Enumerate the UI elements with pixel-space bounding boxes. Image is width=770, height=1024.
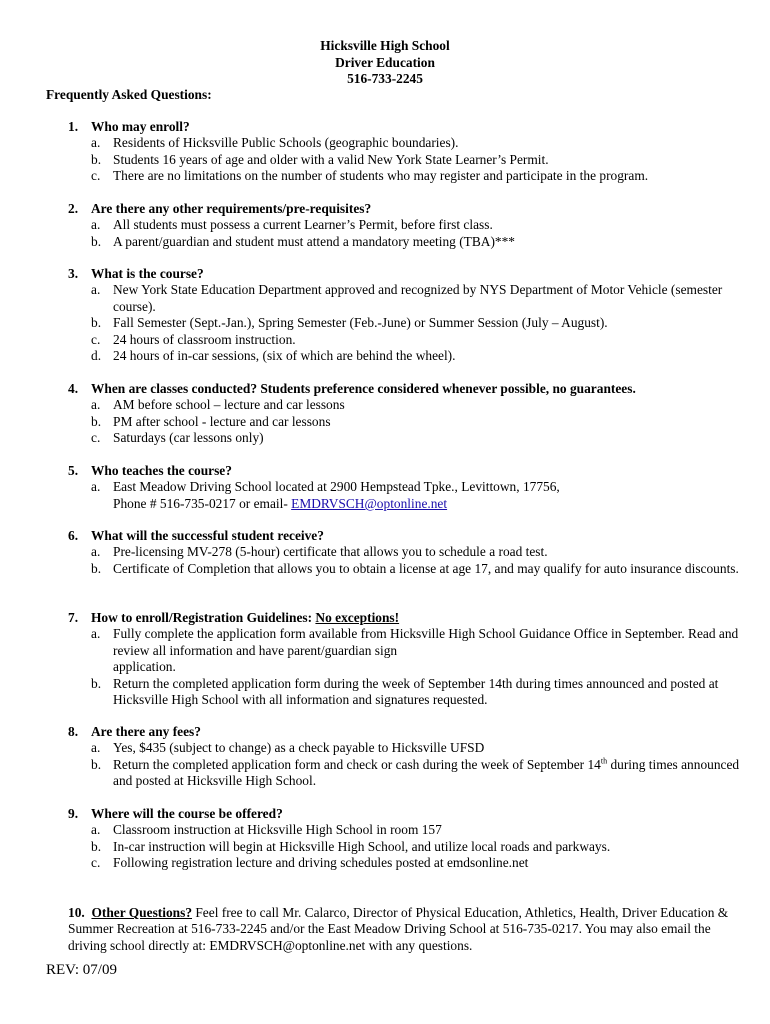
question-number: 8.	[68, 724, 79, 739]
answer-item: b. Return the completed application form during the week of September 14th during times announced and posted at Hicksville High School with all information and signatures requested.	[91, 675, 719, 708]
question-number: 6.	[68, 528, 79, 543]
question-number: 2.	[68, 201, 79, 216]
answer-item: a. Residents of Hicksville Public Schools (geographic boundaries).	[91, 135, 459, 151]
question-3	[68, 266, 748, 364]
revision-label: REV: 07/09	[46, 962, 117, 978]
question-number: 5.	[68, 463, 79, 478]
question-text: What is the course?	[91, 266, 204, 281]
answer-item: a. Yes, $435 (subject to change) as a check payable to Hicksville UFSD	[91, 740, 485, 756]
question-2	[68, 201, 748, 250]
question-10	[68, 905, 733, 954]
answer-item: a. Fully complete the application form available from Hicksville High School Guidance Office in September. Read and review all information and have parent/guardian sign application.	[91, 626, 739, 675]
question-1	[68, 119, 748, 185]
answer-item: c. Saturdays (car lessons only)	[91, 430, 264, 446]
answer-item: a. New York State Education Department approved and recognized by NYS Department of Motor Vehicle (semester course).	[91, 282, 723, 314]
question-text: How to enroll/Registration Guidelines: No exceptions!	[91, 610, 400, 625]
question-8	[68, 724, 748, 790]
answer-item: a. Classroom instruction at Hicksville High School in room 157	[91, 822, 442, 838]
email-link[interactable]: EMDRVSCH@optonline.net	[291, 495, 448, 511]
question-number: 3.	[68, 266, 79, 281]
answer-item: b. Return the completed application form and check or cash during the week of September 14th during times announced and posted at Hicksville High School.	[91, 756, 740, 789]
answer-item: b. PM after school - lecture and car lessons	[91, 413, 331, 429]
answer-item: a. All students must possess a current Learner’s Permit, before first class.	[91, 217, 493, 233]
question-number: 4.	[68, 381, 79, 396]
question-text: Are there any fees?	[91, 724, 201, 739]
question-text: Who may enroll?	[91, 119, 190, 134]
answer-item: b. A parent/guardian and student must attend a mandatory meeting (TBA)***	[91, 233, 515, 249]
question-number: 7.	[68, 610, 79, 625]
question-text: What will the successful student receive?	[91, 528, 324, 543]
question-4	[68, 381, 748, 447]
other-questions-label: Other Questions?	[91, 905, 193, 920]
question-text: Where will the course be offered?	[91, 806, 283, 821]
question-9	[68, 806, 748, 872]
answer-item: b. Certificate of Completion that allows you to obtain a license at age 17, and may qualify for auto insurance discounts.	[91, 560, 739, 576]
question-number: 1.	[68, 119, 79, 134]
answer-item: b. Fall Semester (Sept.-Jan.), Spring Semester (Feb.-June) or Summer Session (July – August).	[91, 315, 608, 331]
program-name: Driver Education	[335, 54, 435, 70]
answer-item: c. 24 hours of classroom instruction.	[91, 331, 296, 347]
no-exceptions-note: No exceptions!	[315, 610, 400, 625]
school-phone: 516-733-2245	[347, 71, 423, 86]
question-text: Who teaches the course?	[91, 463, 232, 478]
faq-title: Frequently Asked Questions:	[46, 87, 212, 102]
question-number: 10.	[68, 905, 85, 920]
answer-item: c. Following registration lecture and driving schedules posted at emdsonline.net	[91, 855, 529, 871]
question-5	[68, 463, 748, 512]
question-6	[68, 528, 748, 577]
answer-item: a. Pre-licensing MV-278 (5-hour) certificate that allows you to schedule a road test.	[91, 544, 548, 560]
answer-item: a. East Meadow Driving School located at 2900 Hempstead Tpke., Levittown, 17756, Phone # 516-735-0217 or email- EMDRVSCH@optonline.net	[91, 479, 560, 511]
answer-item: b. Students 16 years of age and older with a valid New York State Learner’s Permit.	[91, 151, 549, 167]
question-text: When are classes conducted? Students preference considered whenever possible, no guarantees.	[91, 381, 636, 396]
answer-item: b. In-car instruction will begin at Hicksville High School, and utilize local roads and parkways.	[91, 838, 611, 854]
answer-item: a. AM before school – lecture and car lessons	[91, 397, 345, 413]
other-questions-text: Feel free to call Mr. Calarco, Director of Physical Education, Athletics, Health, Driver Education & Summer Recreation at 516-733-2245 and/or the East Meadow Driving School at 516-735-0217. You may also email the driving school directly at: EMDRVSCH@optonline.net with any questions.	[68, 905, 729, 953]
question-text: Are there any other requirements/pre-requisites?	[91, 201, 372, 216]
school-name: Hicksville High School	[320, 38, 450, 53]
answer-item: d. 24 hours of in-car sessions, (six of which are behind the wheel).	[91, 348, 456, 364]
answer-item: c. There are no limitations on the number of students who may register and participate in the program.	[91, 168, 649, 184]
document-header	[0, 38, 770, 88]
question-7	[68, 610, 748, 708]
question-number: 9.	[68, 806, 79, 821]
